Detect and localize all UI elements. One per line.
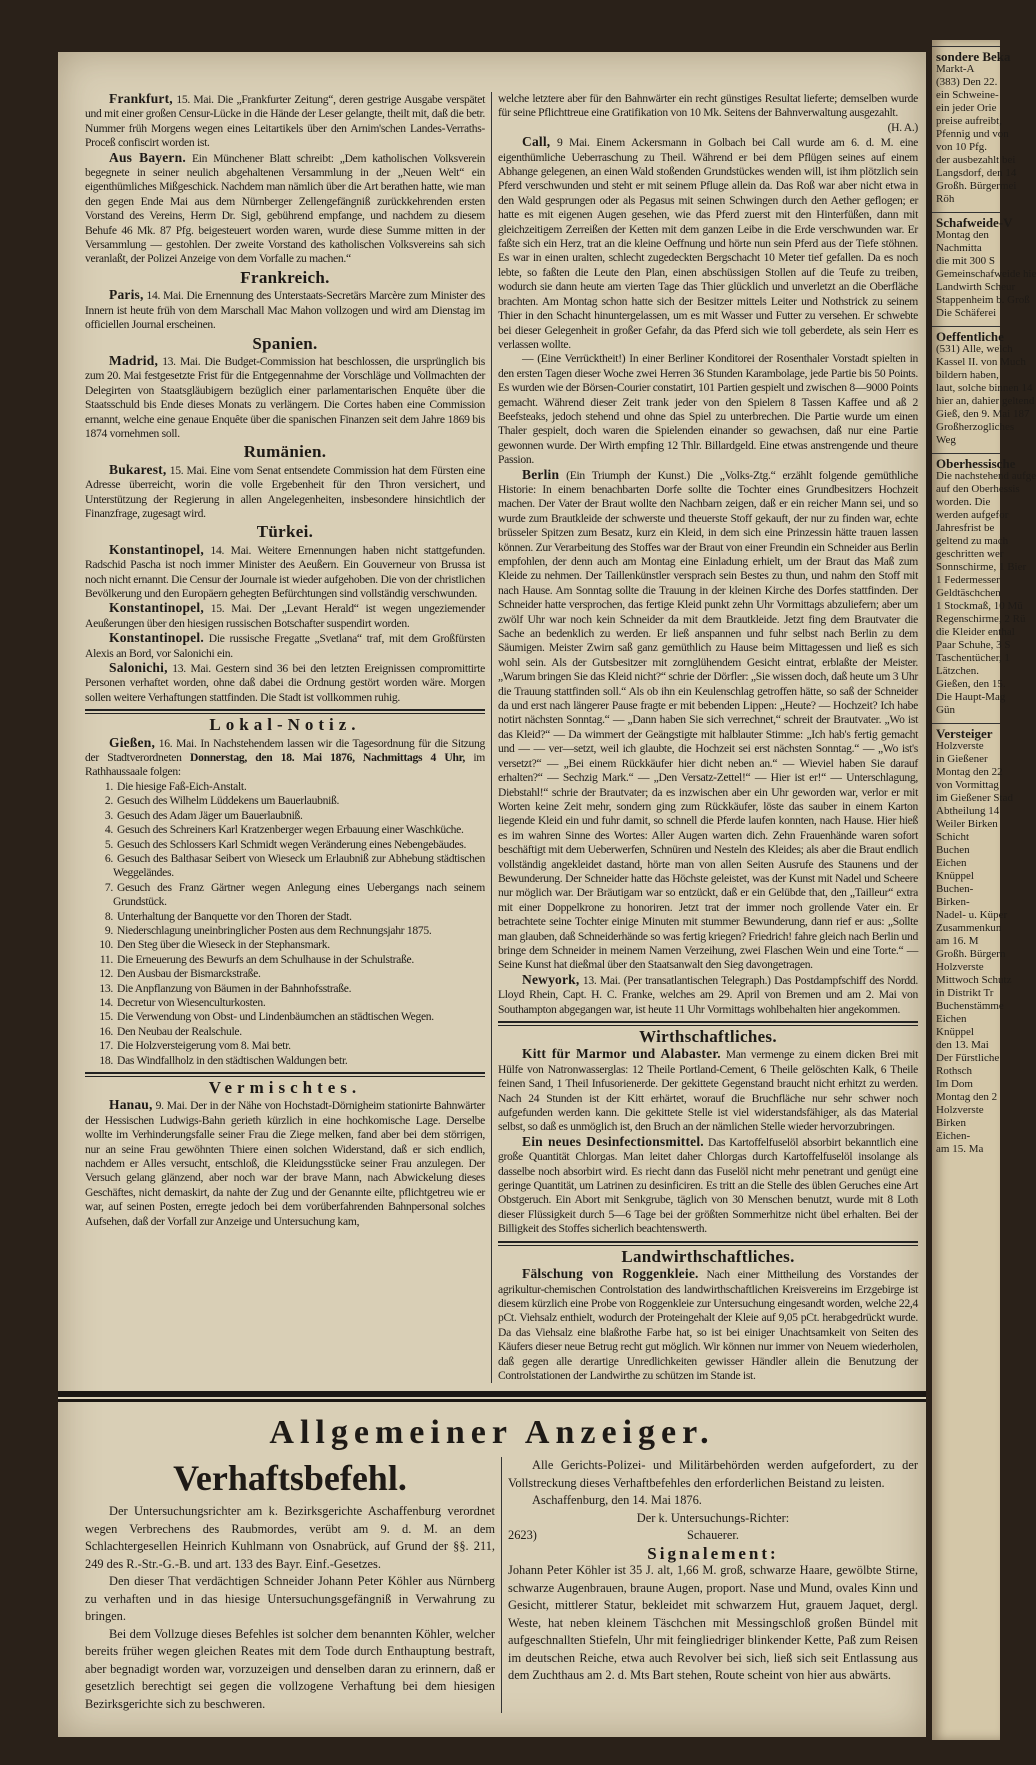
article-salonichi <box>85 661 485 705</box>
left-column <box>85 92 491 1383</box>
section-heading-vermischtes: Vermischtes. <box>208 1078 362 1097</box>
signalement-heading: Signalement: <box>647 1543 779 1563</box>
right-column <box>492 92 918 1383</box>
article-desinfection <box>498 1135 918 1237</box>
fragment-line: Markt-A <box>936 63 975 75</box>
agenda-text: Den Steg über die Wieseck in der Stephansmark. <box>117 938 330 952</box>
agenda-number: 12. <box>99 967 113 981</box>
fragment-line: Nadel- u. Küper <box>936 909 1008 921</box>
agenda-text: Gesuch des Adam Jäger um Bauerlaubniß. <box>117 808 303 822</box>
fragment-line: hier an, dahier geltend <box>936 395 1035 407</box>
agenda-text: Gesuch des Schlossers Karl Schmidt wegen Veränderung eines Nebengebäudes. <box>117 837 467 851</box>
fragment-line: am 16. M <box>936 935 979 947</box>
article-konstantinopel-3 <box>85 631 485 661</box>
dateline: Kitt für Marmor und Alabaster. <box>522 1046 721 1062</box>
agenda-item <box>85 780 485 794</box>
news-columns <box>85 92 918 1383</box>
article-bukarest <box>85 463 485 522</box>
agenda-number: 3. <box>104 808 113 822</box>
article-text: 16. Mai. In Nachstehendem lassen wir die Tagesordnung für die Sitzung der Stadtverordneten <box>85 736 485 765</box>
article-text: Man vermenge zu einem dicken Brei mit Hülfe von Natronwasserglas: 12 Theile Portland-Cement, 6 Theile gelöschten Kalk, 6 Theile feinen Sand, 1 Theil Infusorienerde. Der gekittete Gegenstand braucht nicht erhitzt zu werden. Nach 24 Stunden ist der Kitt erhärtet, worauf die Bruchfläche nur sehr schwer noch aufgefunden werden kann. Die gekittete Stelle ist viel widerstandsfähiger, als das Material selbst, so daß es unmöglich ist, den Bruch an der nämlichen Stelle wieder hervorzubringen. <box>498 1048 918 1134</box>
agenda-item <box>85 1010 485 1024</box>
agenda-text: Gesuch des Balthasar Seibert von Wieseck um Erlaubniß zur Abhebung städtischen Weggeländes. <box>113 851 485 880</box>
article-newyork <box>498 973 918 1017</box>
agenda-item <box>85 1054 485 1068</box>
fragment-line: Die nachstehend aufge <box>936 470 1036 482</box>
section-heading-tuerkei: Türkei. <box>256 522 314 542</box>
warrant-right <box>502 1457 918 1713</box>
agenda-item <box>85 823 485 837</box>
fragment-line: Oberhessische <box>932 453 1000 470</box>
agenda-number: 2. <box>104 794 113 808</box>
fragment-line: Die Schäferei <box>936 307 997 319</box>
article-text: 15. Mai. Die „Frankfurter Zeitung“, deren gestrige Ausgabe verspätet und mit einer großen Censur-Lücke in die Hände der Leser gelangte, theilt mit, daß die betr. Nummer früh Morgens wegen eines Leitartikels über den Arnim'schen Landes-Verraths-Proceß confiscirt worden ist. <box>85 93 485 150</box>
article-kitt <box>498 1047 918 1134</box>
fragment-line: Birken- <box>936 896 970 908</box>
fragment-line: geschritten wer <box>936 548 1004 560</box>
fragment-line: Landwirth Scheur <box>936 281 1016 293</box>
dateline: Bukarest, <box>109 461 167 477</box>
agenda-text: Decretur von Wiesenculturkosten. <box>117 995 266 1009</box>
dateline: Ein neues Desinfectionsmittel. <box>522 1133 704 1149</box>
article-konstantinopel-2 <box>85 601 485 631</box>
dateline: Berlin <box>522 466 560 482</box>
dateline: Hanau, <box>109 1097 153 1113</box>
fragment-line: Regenschirme, 2 Rü <box>936 613 1026 625</box>
fragment-line: geltend zu mach <box>936 535 1009 547</box>
fragment-line: der ausbezahlt bei <box>936 154 1016 166</box>
agenda-item <box>85 996 485 1010</box>
fragment-line: (383) Den 22. <box>936 76 998 88</box>
agenda-number: 16. <box>99 1024 113 1038</box>
fragment-line: Montag den 2 <box>936 1091 998 1103</box>
agenda-item <box>85 1039 485 1053</box>
fragment-line: (531) Alle, welch <box>936 343 1013 355</box>
fragment-line: auf den Oberhessis <box>936 483 1020 495</box>
agenda-number: 11. <box>99 952 113 966</box>
agenda-item <box>85 953 485 967</box>
source-credit-line <box>498 121 918 135</box>
article-konstantinopel-1 <box>85 543 485 602</box>
agenda-text: Unterhaltung der Banquette vor den Thoren der Stadt. <box>117 909 352 923</box>
fragment-line: Gün <box>936 704 955 716</box>
fragment-line: Pfennig und von <box>936 128 1009 140</box>
article-text: 9 Mai. Einem Ackersmann in Golbach bei Call wurde am 6. d. M. eine eigenthümliche Ueberraschung zu Theil. Während er bei dem Pflügen seines auf einem Abhange gelegenen, an einen Wald stoßenden Grundstückes wenden will, ist ihm plötzlich sein Pferd verschwunden und steht er mit seinem Pfluge allein da. Das Roß war aber nicht etwa in den Wald gesprungen oder als Pegasus mit seinen Schwingen durch den Aether geflogen; er hatte es mit eigenen Augen gesehen, wie das Pferd zuerst mit den Hinterfüßen, dann mit gleichzeitigem Zerreißen der Ketten mit dem ganzen Leibe in die Erde verschwunden war. Er faßte sich ein Herz, trat an die kleine Oeffnung und hörte nun sein Pferd aus der Tiefe stöhnen. Es war in einen uralten, schlecht zugedeckten Bergschacht 10 Meter tief gefallen. Da es noch lebte, so faßten die Leute den Plan, einen abschüssigen Stollen auf die Teufe zu treiben, wodurch sie dann heute am vierten Tage das Thier glücklich und unverletzt an die Oberfläche brachten. Am Montag schon hatte sich der Besitzer mittels Leiter und Nothstrick zu seinem Thier in den Schacht hinuntergelassen, um es mit Wasser und Futter zu versehen. Er schwebte bei dieser Gelegenheit in großer Gefahr, da das Pferd sich wie toll geberdete, als sein Herr es verlassen wollte. <box>498 136 918 351</box>
section-heading-wirthschaftliches: Wirthschaftliches. <box>639 1027 777 1046</box>
signer-name: Schauerer. <box>687 1528 739 1543</box>
section-heading-spanien: Spanien. <box>252 333 318 353</box>
fragment-line: Buchenstämme <box>936 1000 1004 1012</box>
adjacent-page-fragment <box>932 40 1036 1740</box>
agenda-text: Die Erneuerung des Bewurfs an dem Schulhause in der Schulstraße. <box>117 952 414 966</box>
fragment-line: Holzverste <box>936 1104 984 1116</box>
agenda-item <box>85 794 485 808</box>
agenda-text: Den Neubau der Realschule. <box>117 1024 242 1038</box>
section-rule <box>85 1072 485 1077</box>
dateline: Call, <box>522 134 551 150</box>
fragment-line: Großh. Bürgermei <box>936 180 1017 192</box>
fragment-line: Abtheilung 14 <box>936 805 1000 817</box>
fragment-line: Holzverste <box>936 740 984 752</box>
agenda-number: 7. <box>104 880 113 894</box>
fragment-line: worden. Die <box>936 496 991 508</box>
fragment-line: den 13. Mai <box>936 1039 989 1051</box>
dateline: Newyork, <box>522 971 580 987</box>
fragment-line: Sonnschirme, 1 Bier <box>936 561 1027 573</box>
fragment-line: Knüppel <box>936 1026 974 1038</box>
article-text: welche letztere aber für den Bahnwärter ein recht günstiges Resultat lieferte; demselben wurde für seine Pflichttreue eine Gratifikation von 10 Mk. Seitens der Bahnverwaltung ausgezahlt. <box>498 92 918 120</box>
fragment-line: Nachmitta <box>936 242 982 254</box>
fragment-line: Buchen- <box>936 883 974 895</box>
fragment-line: Gemeinschafweide hie <box>936 268 1036 280</box>
agenda-number: 18. <box>99 1053 113 1067</box>
article-text: 15. Mai. Der „Levant Herald“ ist wegen ungeziemender Aeußerungen über den hiesigen russischen Botschafter suspendirt worden. <box>85 602 485 630</box>
fragment-line: Eichen <box>936 857 967 869</box>
agenda-item <box>85 910 485 924</box>
fragment-line: laut, solche binnen 14 <box>936 382 1033 394</box>
agenda-number: 4. <box>104 823 113 837</box>
fragment-line: preise aufreibt, <box>936 115 1002 127</box>
meeting-date: Donnerstag, den 18. Mai 1876, Nachmittags 4 Uhr, <box>190 751 465 765</box>
agenda-number: 8. <box>104 909 113 923</box>
article-frankfurt <box>85 92 485 151</box>
article-text: 14. Mai. Weitere Ernennungen haben nicht stattgefunden. Radschid Pascha ist noch immer Minister des Aeußern. Ein Gouverneur von Brussa ist noch nicht ernannt. Die Censur der Journale ist wieder aufgehoben. Die von der christlichen Bevölkerung und den Europäern gehegten Befürchtungen sind vollständig verschwunden. <box>85 543 485 600</box>
fragment-line: Birken <box>936 1117 966 1129</box>
fragment-line: Weg <box>936 434 956 446</box>
fragment-line: Montag den <box>936 229 989 241</box>
agenda-item <box>85 809 485 823</box>
section-rule <box>498 1241 918 1246</box>
agenda-number: 10. <box>99 938 113 952</box>
fragment-line: Paar Schuhe, 3 S <box>936 639 1011 651</box>
fragment-line: von 10 Pfg. <box>936 141 988 153</box>
warrant-title: Verhaftsbefehl. <box>173 1458 407 1499</box>
fragment-line: Großh. Bürgern <box>936 948 1006 960</box>
thick-rule <box>58 1391 926 1399</box>
ad-number: 2623) <box>508 1528 537 1543</box>
agenda-number: 13. <box>99 981 113 995</box>
article-text: Nach einer Mittheilung des Vorstandes der agrikultur-chemischen Controlstation des landwirthschaftlichen Kreisvereins im Erzgebirge ist diesem kürzlich eine Probe von Roggenkleie zur Untersuchung eingesandt worden, welche 22,4 pCt. Viehsalz enthielt, wodurch der Proteingehalt der Kleie auf 9,05 pCt. herabgedrückt wurde. Da das Viehsalz eine blaßrothe Farbe hat, so ist bei einiger Unachtsamkeit von Seiten des Käufers dieser neue Betrug recht gut möglich. Wir können nur immer von Neuem wiederholen, daß gegen alle derartige Unredlichkeiten gewisser Händler allein die Benutzung der Controlstationen der Landwirthe zu schützen im Stande ist. <box>498 1268 919 1382</box>
fragment-line: Lätzchen. <box>936 665 980 677</box>
article-giessen <box>85 736 485 780</box>
fragment-line: am 15. Ma <box>936 1143 984 1155</box>
dateline: Konstantinopel, <box>109 541 204 557</box>
fragment-line: Oeffentliche <box>932 326 1000 343</box>
fragment-line: Eichen <box>936 1013 967 1025</box>
fragment-line: Röh <box>936 193 955 205</box>
place-date: Aschaffenburg, den 14. Mai 1876. <box>532 1493 702 1508</box>
fragment-line: Die Haupt-Mag <box>936 691 1006 703</box>
agenda-number: 9. <box>104 923 113 937</box>
warrant-paragraph: Bei dem Vollzuge dieses Befehles ist solcher dem benannten Köhler, welcher bereits früher wegen gleichen Reates mit dem Tode durch Enthauptung bestraft, aber begnadigt worden war, vorzuzeigen und denselben daran zu erinnern, daß er gesetzlich berechtigt sei gegen die vollzogene Verhaftung bei dem hiesigen Bezirksgerichte sich zu beschweren. <box>85 1626 495 1711</box>
agenda-number: 14. <box>99 995 113 1009</box>
fragment-line: 1 Federmesser <box>936 574 1000 586</box>
article-madrid <box>85 354 485 441</box>
dateline: Salonichi, <box>109 660 168 676</box>
agenda-number: 5. <box>104 837 113 851</box>
fragment-line: Montag den 22 <box>936 766 1003 778</box>
article-text: 13. Mai. Die Budget-Commission hat beschlossen, die ursprünglich bis zum 20. Mai festgesetzte Frist für die Entgegennahme der Vorschläge und Vollmachten der Delegirten von Staatsgläubigern bezüglich einer parlamentarischen Enquête über die Staatsschuld bis Ende dieses Monats zu verlängern. Die Cortes haben eine Commission ernannt, welche eine genaue Enquête über die spanischen Finanzen seit dem Jahre 1869 bis 1874 vornehmen soll. <box>85 354 485 440</box>
fragment-line: im Gießener Stad <box>936 792 1013 804</box>
agenda-item <box>85 967 485 981</box>
fragment-line: Buchen <box>936 844 970 856</box>
article-text: Das Kartoffelfuselöl absorbirt bekanntlich eine große Quantität Chlorgas. Man leitet daher Chlorgas durch Kartoffelfuselöl insolange als dasselbe noch absorbirt wird. Es riecht dann das Fuselöl nicht mehr penetrant und genügt eine geringe Quantität, um Latrinen zu desinficiren. Es tritt an die Stelle des üblen Geruches eine Art Obstgeruch. Ein Abort mit Senkgrube, täglich von 30 Menschen benutzt, wurde mit 8 Loth dieser Flüssigkeit durch 5—6 Tage bei der größten Sommerhitze nicht übel erhalten. Bei der Billigkeit des Stoffes sicherlich beachtenswerth. <box>498 1135 918 1236</box>
fragment-line: Taschentücher, 1 <box>936 652 1010 664</box>
section-rule <box>498 1021 918 1026</box>
fragment-line: bildern haben, <box>936 369 999 381</box>
source-credit: (H. A.) <box>887 120 918 134</box>
fragment-line: werden aufgefor <box>936 509 1009 521</box>
section-heading-lokal-notiz: Lokal-Notiz. <box>209 715 361 735</box>
agenda-text: Den Ausbau der Bismarckstraße. <box>117 967 261 981</box>
fragment-line: die Kleider enthal <box>936 626 1015 638</box>
fragment-line: Stappenheim b. Groß <box>936 294 1030 306</box>
fragment-line: Eichen- <box>936 1130 971 1142</box>
agenda-item <box>85 982 485 996</box>
section-heading-frankreich: Frankreich. <box>240 267 330 287</box>
signer-line <box>508 1527 918 1545</box>
section-heading-rumaenien: Rumänien. <box>243 442 327 462</box>
fragment-line: in Gießener <box>936 753 988 765</box>
article-text: Ein Münchener Blatt schreibt: „Dem katholischen Volksverein begegnete in seiner neulich abgehaltenen Versammlung in der „Neuen Welt“ ein eigenthümliches Mißgeschick. Nachdem man nämlich über die Art berathen hatte, wie man den gegen Ende Mai aus dem Nürnberger Zellengefängniß zurückkehrenden ersten Vorstand des Vereins, Herrn Dr. Sigl, gebührend empfange, und nachdem zu diesem Behufe 46 Mk. 87 Pfg. beigesteuert worden waren, wurde diese Summe mitten in der Versammlung — gestohlen. Der zweite Vorstand des katholischen Volksvereins sah sich veranlaßt, der Polizei Anzeige von dem Vorfalle zu machen.“ <box>85 151 485 266</box>
agenda-text: Die hiesige Faß-Eich-Anstalt. <box>117 779 247 793</box>
dateline: Aus Bayern. <box>109 149 186 165</box>
article-roggenkleie <box>498 1267 918 1383</box>
article-hanau-continued <box>498 92 918 121</box>
agenda-text: Gesuch des Schreiners Karl Kratzenberger wegen Erbauung einer Waschküche. <box>117 823 464 837</box>
fragment-line: Geldtäschchen <box>936 587 1001 599</box>
article-verruecktheit: — (Eine Verrücktheit!) In einer Berliner Konditorei der Rosenthaler Vorstadt spielten in den ersten Tagen dieser Woche zwei Herren 36 Stunden Karambolage, jede Partie bis 50 Points. Es wurden wie der Börsen-Courier constatirt, 101 Partien gespielt und zwischen 8—9000 Points gemacht. Während dieser Zeit trank jeder von den Spielern 8 Tassen Kaffee und aß 2 Beefsteaks, jedoch stehend und ohne das Spiel zu unterbrechen. Die Partie wurde um einen Thaler gespielt, doch waren die Spielenden einander so gewachsen, daß nur eine Partie gewonnen wurde. Der Wirth empfing 12 Thlr. Billardgeld. Eine etwas anstrengende und theure Passion. <box>498 352 918 467</box>
fragment-line: Zusammenkun <box>936 922 1002 934</box>
agenda-number: 17. <box>99 1039 113 1053</box>
fragment-line: in Distrikt Tr <box>936 987 994 999</box>
signalement-text: Johann Peter Köhler ist 35 J. alt, 1,66 M. groß, schwarze Haare, gewölbte Stirne, schwarze Augenbrauen, braune Augen, proport. Nase und Mund, ovales Kinn und Gesicht, mittlerer Statur, bekleidet mit schwarzem Hut, grauem Jaquet, dergl. Weste, hat neben kleinem Täschchen mit Messingschloß großen Bündel mit aufgeschnallten Stiefeln, Uhr mit feingliedriger blinkender Kette, Paß zum Reisen im deutschen Reiche, etwa auch Revolver bei sich, ließ sich seit Entlassung aus dem Zuchthaus am 2. d. Mts Bart stehen, Route scheint von hier aus abwärts. <box>508 1563 918 1683</box>
agenda-text: Niederschlagung uneinbringlicher Posten aus dem Rechnungsjahr 1875. <box>117 923 432 937</box>
fragment-line: Gießen, den 15. <box>936 678 1006 690</box>
fragment-line: Im Dom <box>936 1078 973 1090</box>
article-text: 13. Mai. (Per transatlantischen Telegraph.) Das Postdampfschiff des Nordd. Lloyd Rhein, Capt. H. C. Franke, welches am 29. April von Bremen und am 2. Mai von Southampton abgegangen war, ist heute 11 Uhr Vormittags wohlbehalten hier angekommen. <box>498 973 918 1016</box>
fragment-line: Versteiger <box>932 723 1000 740</box>
agenda-text: Gesuch des Wilhelm Lüddekens um Bauerlaubniß. <box>117 794 340 808</box>
agenda-item <box>85 838 485 852</box>
fragment-line: sondere Beka <box>932 46 1000 63</box>
dateline: Konstantinopel, <box>109 600 204 616</box>
warrant-paragraph: Alle Gerichts-Polizei- und Militärbehörden werden aufgefordert, zu der Vollstreckung dieses Verhaftbefehles den erforderlichen Beistand zu leisten. <box>508 1458 918 1490</box>
fragment-line: Schicht <box>936 831 969 843</box>
section-rule <box>85 709 485 714</box>
article-text: (Ein Triumph der Kunst.) Die „Volks-Ztg.“ erzählt folgende gemüthliche Historie: In einem benachbarten Dorfe sollte die Tochter eines Grundbesitzers Hochzeit machen. Der Vater der Braut wollte den Nachbarn zeigen, daß er ein reicher Mann sei, und so wurde zum Brautkleide der schwerste und theuerste Stoff gekauft, der nur zu finden war, echte brüsseler Spitzen zum Besatz, kurz ein Kleid, in dem sich eine Prinzessin hätte trauen lassen können. Zur Verarbeitung des Stoffes war der Braut von einer Freundin ein Schneider aus Berlin empfohlen, der denn auch am Montag eine Einladung erhielt, um der Braut das Maß zum Kleide zu nehmen. Der Taillenkünstler versprach sein Bestes zu thun, und nahm den Stoff mit nach Hause. Am Sonntag sollte die Trauung in der kleinen Kirche des Dorfes stattfinden. Der Schneider hatte versprochen, das fertige Kleid punkt zehn Uhr Vormittags abzuliefern; aber um zwölf Uhr war noch kein Schneider da mit dem Brautkleide. Jetzt fing dem Brautvater die Sache an bedenklich zu werden. Er ließ anspannen und fuhr selbst nach Berlin zu dem Säumigen. Meister Zwirn saß ganz gemüthlich zu Hause beim Mittagessen und ließ es sich wohl sein. Als der Gutsbesitzer mit zornglühendem Gesicht eintrat, erblaßte der Meister. „Warum bringen Sie das Kleid nicht?“ schrie der Dörfler: „Sie wissen doch, daß heute um 3 Uhr die Trauung stattfinden soll.“ Als ob ihn ein Keulenschlag getroffen hätte, so saß der Schneider da und erst nach längerer Pause fragte er mit bebenden Lippen: „Heute? — Hochzeit? Ich habe notirt nächsten Sonntag.“ — „Dann haben Sie sich verrechnet,“ schreit der Brautvater. „Wo ist das Kleid?“ — Da wimmert der Geängstigte mit halblauter Stimme: „Ich hab's fertig gemacht und — — ver—setzt, weil ich glaubte, die Hochzeit sei erst nächsten Sonntag.“ — „Wo ist's versetzt?“ — „Bei einem Rückkäufer hier dicht neben an.“ — Wieviel haben Sie darauf erhalten?“ — Sechzig Mark.“ — „Den Versatz-Zettel!“ — Hier ist er!“ — Unterschlagung, Diebstahl!“ schrie der Brautvater; da es inzwischen aber ein Uhr geworden war, verlor er mit Worten keine Zeit mehr, sondern ging zum Rückkäufer, löste das sauber in einem Karton liegende Kleid ein und fuhr damit, so schnell die Pferde laufen konnten, nach Hause. Hier hieß es im wahren Sinne des Wortes: Aller Augen warten dich. Zehn Frauenhände waren sofort beschäftigt mit dem Ueberwerfen, Schnüren und Nesteln des Kleides; als aber die Braut endlich vollständig angekleidet dastand, hörte man von allen Seiten Ausrufe des Staunens und der Bewunderung. Der Schneider hatte das Höchste geleistet, was der Kunst mit Nadel und Scheere nur möglich war. Der Bräutigam war so entzückt, daß er ein Gelübde that, den „Tailleur“ extra mit einer Doppelkrone zu honoriren. Jetzt trat der immer noch grollende Vater ein. Er betrachtete seine Tochter einige Minuten mit stummer Bewunderung, dann rief er aus: „Sollte man glauben, daß Schneiderhände so was fertig kriegen? Friedrich! fahre gleich nach Berlin und bringe dem Schneider in meinem Namen Verzeihung, zwei Flaschen Wein und eine Torte.“ — Seine Kunst hat dießmal über den Staatsanwalt den Sieg davongetragen. <box>498 468 918 972</box>
article-text: 9. Mai. Der in der Nähe von Hochstadt-Dörnigheim stationirte Bahnwärter der Hessischen Ludwigs-Bahn gerieth kürzlich in eine hochkomische Lage. Derselbe wollte im Verhinderungsfalle seiner Frau die Ziege melken, fand aber bei dem störrigen, nur an seine Frau gewöhnten Thiere einen solchen Widerstand, daß er sich endlich, nachdem er Alles versucht, entschloß, die Kleidungsstücke seiner Frau anzulegen. Der Versuch gelang glänzend, aber noch war der brave Mann, nach Abwickelung dieses Geschäftes, nicht demaskirt, da nahte der Zug und der Genannte eilte, pflichtgetreu wie er war, auf seinen Posten, erregte jedoch bei dem vorüberfahrenden Bahnpersonal solches Aufsehen, daß der Vorfall zur Anzeige und Untersuchung kam, <box>85 1099 485 1228</box>
dateline: Konstantinopel. <box>109 630 204 646</box>
agenda-text: Die Anpflanzung von Bäumen in der Bahnhofsstraße. <box>117 981 352 995</box>
article-text: Die russische Fregatte „Svetlana“ traf, mit dem Großfürsten Alexis an Bord, vor Salonichi ein. <box>85 632 485 660</box>
dateline: Fälschung von Roggenkleie. <box>522 1266 699 1282</box>
fragment-line: die mit 300 S <box>936 255 995 267</box>
agenda-text: Gesuch des Franz Gärtner wegen Anlegung eines Uebergangs nach seinem Grundstück. <box>113 880 485 909</box>
article-text: 14. Mai. Die Ernennung des Unterstaats-Secretärs Marcère zum Minister des Innern ist heute früh von dem Marschall Mac Mahon vollzogen und wird am Dienstag im officiellen Journal erscheinen. <box>85 289 485 332</box>
agenda-text: Die Holzversteigerung vom 8. Mai betr. <box>117 1039 291 1053</box>
fragment-line: ein jeder Orie <box>936 102 997 114</box>
article-text: im Rathhaussaale folgen: <box>85 751 485 779</box>
dateline: Frankfurt, <box>109 91 173 106</box>
article-paris <box>85 288 485 332</box>
fragment-line: Rothsch <box>936 1065 973 1077</box>
agenda-number: 6. <box>104 851 113 865</box>
advertiser-columns <box>85 1457 918 1713</box>
dateline: Madrid, <box>109 352 159 368</box>
article-berlin <box>498 468 918 973</box>
fragment-line: Der Fürstliche <box>936 1052 1000 1064</box>
fragment-line: 1 Stockmaß, 10 Mü <box>936 600 1023 612</box>
fragment-line: Langsdorf, den 14 <box>936 167 1017 179</box>
article-text: 13. Mai. Gestern sind 36 bei den letzten Ereignissen compromittirte Personen verhaftet worden, ohne daß dabei die Ordnung gestört worden wäre. Morgen sollen weitere Verhaftungen stattfinden. Die Stadt ist vollkommen ruhig. <box>85 662 485 704</box>
newspaper-page <box>58 52 926 1737</box>
dateline: Paris, <box>109 287 144 303</box>
warrant-left <box>85 1457 501 1713</box>
fragment-line: Kassel II. von Much <box>936 356 1026 368</box>
fragment-line: Großherzogliches <box>936 421 1015 433</box>
agenda-item <box>85 852 485 881</box>
dateline: Gießen, <box>109 734 156 750</box>
agenda-item <box>85 1025 485 1039</box>
warrant-paragraph: Der Untersuchungsrichter am k. Bezirksgerichte Aschaffenburg verordnet wegen Verbrechens des Raubmordes, verübt am 9. d. M. an dem Schlachtergesellen Heinrich Kuhlmann von Osnabrück, auf Grund der §§. 211, 249 des R.-Str.-G.-B. und art. 133 des Bayr. Einf.-Gesetzes. <box>85 1504 495 1571</box>
agenda-list <box>85 780 485 1068</box>
agenda-number: 15. <box>99 1010 113 1024</box>
agenda-text: Das Windfallholz in den städtischen Waldungen betr. <box>117 1053 348 1067</box>
advertiser-title: Allgemeiner Anzeiger. <box>269 1414 715 1452</box>
fragment-line: Holzverste <box>936 961 984 973</box>
fragment-line: ein Schweine- <box>936 89 999 101</box>
article-text: 15. Mai. Eine vom Senat entsendete Commission hat dem Fürsten eine Adresse überreicht, worin die volle Ergebenheit für den Thron versichert, und Unterstützung der Regierung in allen Angelegenheiten, insbesondere hinsichtlich der Finanzfrage, zugesagt wird. <box>85 463 485 520</box>
article-hanau <box>85 1098 485 1229</box>
fragment-line: Mittwoch Schutz <box>936 974 1012 986</box>
fragment-line: Schafweide-V <box>932 212 1000 229</box>
agenda-item <box>85 924 485 938</box>
article-bayern <box>85 151 485 267</box>
agenda-text: Die Verwendung von Obst- und Lindenbäumchen an städtischen Wegen. <box>117 1010 434 1024</box>
fragment-line: Gieß, den 9. Mai 187 <box>936 408 1030 420</box>
fragment-line: Weiler Birken <box>936 818 998 830</box>
agenda-number: 1. <box>104 779 113 793</box>
agenda-item <box>85 938 485 952</box>
article-call <box>498 135 918 352</box>
signer-title: Der k. Untersuchungs-Richter: <box>636 1510 790 1525</box>
fragment-line: von Vormittag <box>936 779 999 791</box>
section-heading-landwirthschaftliches: Landwirthschaftliches. <box>621 1246 795 1266</box>
agenda-item <box>85 881 485 910</box>
fragment-line: Jahresfrist be <box>936 522 995 534</box>
warrant-paragraph: Den dieser That verdächtigen Schneider Johann Peter Köhler aus Nürnberg zu verhaften und in das hiesige Untersuchungsgefängniß in Verwahrung zu bringen. <box>85 1574 495 1624</box>
fragment-line: Knüppel <box>936 870 974 882</box>
